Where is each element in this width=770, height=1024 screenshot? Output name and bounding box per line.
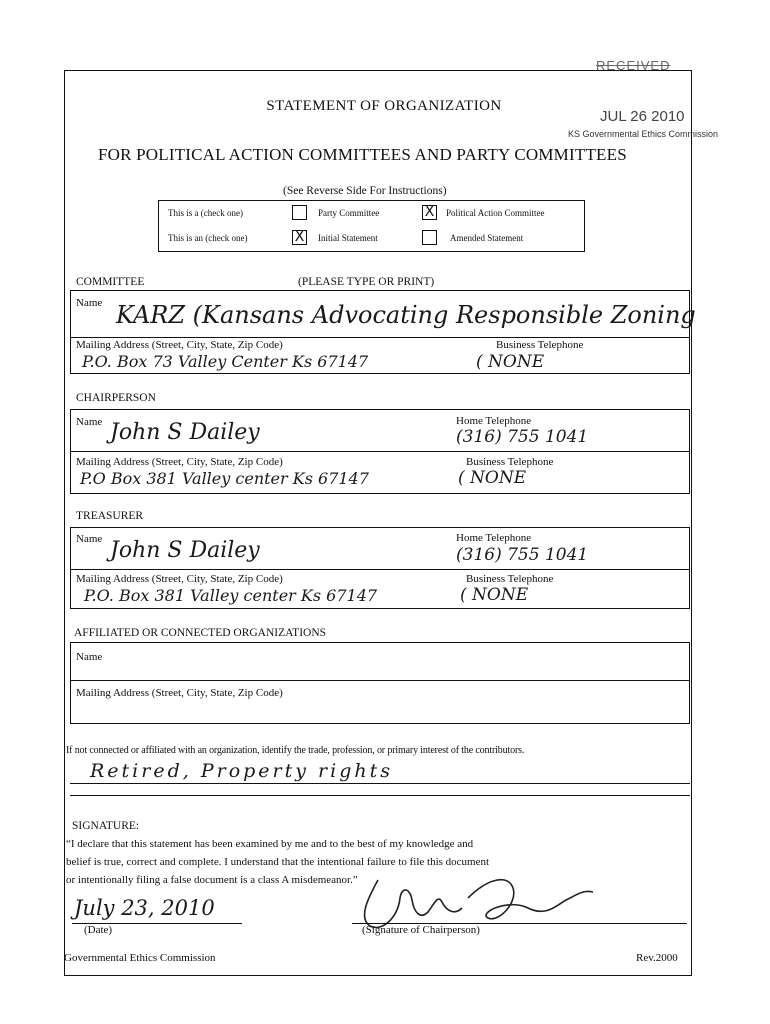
declaration-line-2: belief is true, correct and complete. I understand that the intentional failure to file this document [66, 856, 490, 868]
amended-statement-label: Amended Statement [450, 233, 524, 243]
affiliated-box [70, 642, 690, 724]
received-date: JUL 26 2010 [600, 108, 685, 125]
treasurer-section-title: TREASURER [76, 510, 144, 522]
footer-agency: Governmental Ethics Commission [64, 952, 216, 964]
received-agency: KS Governmental Ethics Commission [568, 129, 719, 139]
instructions-note: (See Reverse Side For Instructions) [283, 185, 447, 197]
pac-label: Political Action Committee [446, 208, 545, 218]
treasurer-home-value[interactable]: (316) 755 1041 [456, 545, 589, 565]
affiliated-name-label: Name [76, 651, 103, 663]
initial-statement-label: Initial Statement [318, 233, 378, 243]
chairperson-name-value[interactable]: John S Dailey [110, 420, 260, 445]
chairperson-name-label: Name [76, 416, 103, 428]
amended-statement-checkbox[interactable] [422, 230, 437, 245]
contributors-line-1 [70, 783, 690, 784]
treasurer-name-label: Name [76, 533, 103, 545]
treasurer-address-value[interactable]: P.O. Box 381 Valley center Ks 67147 [84, 586, 378, 605]
treasurer-business-label: Business Telephone [466, 573, 554, 585]
contributors-instruction: If not connected or affiliated with an organization, identify the trade, profession, or primary interest of the contributors. [66, 745, 525, 756]
committee-divider [70, 337, 690, 338]
treasurer-divider [70, 569, 690, 570]
form-subtitle: FOR POLITICAL ACTION COMMITTEES AND PARTY COMMITTEES [98, 145, 627, 164]
committee-address-label: Mailing Address (Street, City, State, Zip Code) [76, 339, 283, 351]
signature-label: (Signature of Chairperson) [362, 924, 480, 936]
declaration-line-1: “I declare that this statement has been examined by me and to the best of my knowledge and [66, 838, 474, 850]
contributors-value[interactable]: Retired, Property rights [90, 760, 393, 782]
type-label: This is a (check one) [168, 208, 243, 218]
chairperson-divider [70, 451, 690, 452]
affiliated-divider [70, 680, 690, 681]
treasurer-home-label: Home Telephone [456, 532, 532, 544]
treasurer-name-value[interactable]: John S Dailey [110, 538, 260, 563]
party-committee-label: Party Committee [318, 208, 380, 218]
date-label: (Date) [84, 924, 113, 936]
footer-rev: Rev.2000 [636, 952, 678, 964]
initial-statement-checkbox[interactable] [292, 230, 307, 245]
kind-label: This is an (check one) [168, 233, 248, 243]
check-mark-icon: X [294, 229, 305, 245]
pac-checkbox[interactable] [422, 205, 437, 220]
form-title: STATEMENT OF ORGANIZATION [266, 98, 502, 114]
affiliated-section-title: AFFILIATED OR CONNECTED ORGANIZATIONS [74, 627, 327, 639]
signed-date-value[interactable]: July 23, 2010 [74, 896, 215, 920]
treasurer-address-label: Mailing Address (Street, City, State, Zip Code) [76, 573, 283, 585]
check-mark-icon: X [424, 204, 435, 220]
received-stamp: RECEIVED [596, 58, 671, 73]
chairperson-business-label: Business Telephone [466, 456, 554, 468]
affiliated-address-label: Mailing Address (Street, City, State, Zip Code) [76, 687, 283, 699]
print-note: (PLEASE TYPE OR PRINT) [298, 276, 435, 288]
chairperson-address-label: Mailing Address (Street, City, State, Zip Code) [76, 456, 283, 468]
contributors-line-2 [70, 795, 690, 796]
chairperson-home-value[interactable]: (316) 755 1041 [456, 427, 589, 447]
chairperson-section-title: CHAIRPERSON [76, 392, 156, 404]
signature-section-title: SIGNATURE: [72, 820, 140, 832]
committee-phone-label: Business Telephone [496, 339, 584, 351]
declaration-line-3: or intentionally filing a false document is a class A misdemeanor.” [66, 874, 358, 886]
chairperson-business-value[interactable]: ( NONE [458, 468, 527, 488]
committee-address-value[interactable]: P.O. Box 73 Valley Center Ks 67147 [82, 352, 369, 371]
committee-phone-value[interactable]: ( NONE [476, 352, 545, 372]
committee-name-value[interactable]: KARZ (Kansans Advocating Responsible Zoning [116, 301, 696, 329]
chairperson-home-label: Home Telephone [456, 415, 532, 427]
chairperson-address-value[interactable]: P.O Box 381 Valley center Ks 67147 [80, 469, 369, 488]
party-committee-checkbox[interactable] [292, 205, 307, 220]
treasurer-business-value[interactable]: ( NONE [460, 585, 529, 605]
signature-stroke [365, 880, 593, 928]
committee-name-label: Name [76, 297, 103, 309]
committee-section-title: COMMITTEE [76, 276, 145, 288]
